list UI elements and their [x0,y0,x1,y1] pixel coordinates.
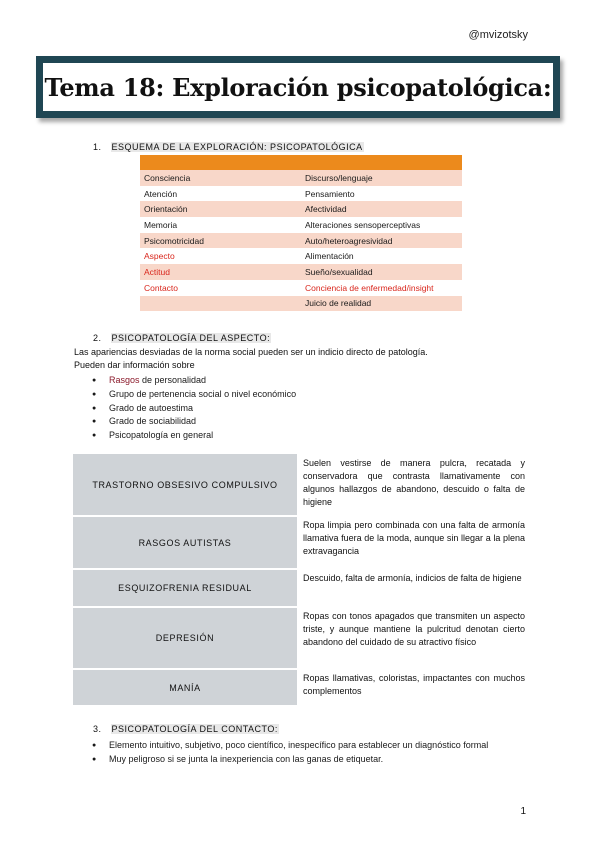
disorder-description: Suelen vestirse de manera pulcra, recatada y conservadora que contrasta llamativamente con algunos hallazgos de abandono, descuido o falta de higiene [303,458,525,507]
disorder-label: DEPRESIÓN [73,607,297,669]
list-item-text: Grado de autoestima [109,402,194,413]
contact-bullet-list [92,739,532,767]
section-2-title: PSICOPATOLOGÍA DEL ASPECTO: [111,333,271,343]
disorder-label: TRASTORNO OBSESIVO COMPULSIVO [73,454,297,516]
disorder-label: ESQUIZOFRENIA RESIDUAL [73,569,297,607]
disorder-label: RASGOS AUTISTAS [73,516,297,569]
list-item [92,388,296,402]
schema-cell-right: Conciencia de enfermedad/insight [301,280,462,296]
schema-row [140,248,462,264]
disorder-description: Ropas llamativas, coloristas, impactantes con muchos complementos [303,673,525,696]
schema-cell-left: Memoria [140,217,301,233]
schema-cell-right: Discurso/lenguaje [301,170,462,186]
table-row [73,669,528,706]
schema-cell-left: Psicomotricidad [140,233,301,249]
schema-header-row [140,155,462,170]
schema-row [140,217,462,233]
section-1-number: 1. [93,142,102,152]
schema-cell-right: Alimentación [301,248,462,264]
schema-cell-left: Contacto [140,280,301,296]
table-row [73,516,528,569]
schema-cell-left: Actitud [140,264,301,280]
highlight-word: Rasgos [109,375,140,385]
aspect-table [73,454,528,707]
schema-cell-right: Auto/heteroagresividad [301,233,462,249]
disorder-label: MANÍA [73,669,297,706]
disorder-description: Ropa limpia pero combinada con una falta de armonía llamativa fuera de la moda, aunque sin llegar a la plena extravagancia [303,520,525,556]
section-1-heading [92,142,364,152]
table-row [73,607,528,669]
schema-cell-left: Orientación [140,201,301,217]
schema-row [140,201,462,217]
schema-cell-right: Pensamiento [301,186,462,202]
section-3-heading [92,724,279,734]
section-2-heading [92,333,271,343]
list-item-text: de personalidad [139,375,207,385]
schema-cell-left: Atención [140,186,301,202]
list-item [92,402,296,416]
section-1-title: ESQUEMA DE LA EXPLORACIÓN: PSICOPATOLÓGICA [111,142,363,152]
list-item [92,415,296,429]
section-2-intro-1: Las apariencias desviadas de la norma social pueden ser un indicio directo de patología. [74,347,428,357]
author-handle: @mvizotsky [468,29,528,41]
section-2-number: 2. [93,333,102,343]
list-item [92,374,296,388]
page-number: 1 [520,806,526,817]
list-item-text: Grado de sociabilidad [109,416,197,427]
page-title: Tema 18: Exploración psicopatológica: [44,72,552,102]
schema-row [140,170,462,186]
list-item [92,429,296,443]
schema-row [140,264,462,280]
table-row [73,454,528,516]
schema-table [140,155,462,311]
schema-row [140,186,462,202]
schema-cell-right: Juicio de realidad [301,296,462,312]
section-2-intro-2: Pueden dar información sobre [74,360,195,370]
schema-cell-left: Consciencia [140,170,301,186]
title-banner [36,56,560,118]
schema-cell-right: Alteraciones sensoperceptivas [301,217,462,233]
list-item: ● Muy peligroso si se junta la inexperiencia con las ganas de etiquetar. [92,753,532,767]
schema-row [140,280,462,296]
disorder-description: Ropas con tonos apagados que transmiten un aspecto triste, y aunque mantiene la pulcritud denotan cierto abandono del cuidado de su atractivo físico [303,611,525,647]
schema-cell-left: Aspecto [140,248,301,264]
table-row [73,569,528,607]
aspect-bullet-list [92,374,296,443]
schema-cell-right: Sueño/sexualidad [301,264,462,280]
schema-cell-right: Afectividad [301,201,462,217]
section-3-title: PSICOPATOLOGÍA DEL CONTACTO: [111,724,278,734]
schema-row [140,296,462,312]
schema-cell-left [140,296,301,312]
list-item-text: Psicopatología en general [109,430,214,441]
section-3-number: 3. [93,724,102,734]
list-item-text: Grupo de pertenencia social o nivel económico [109,388,297,399]
list-item: ● Elemento intuitivo, subjetivo, poco científico, inespecífico para establecer un diagnóstico formal [92,739,532,753]
schema-row [140,233,462,249]
disorder-description: Descuido, falta de armonía, indicios de falta de higiene [303,573,522,583]
